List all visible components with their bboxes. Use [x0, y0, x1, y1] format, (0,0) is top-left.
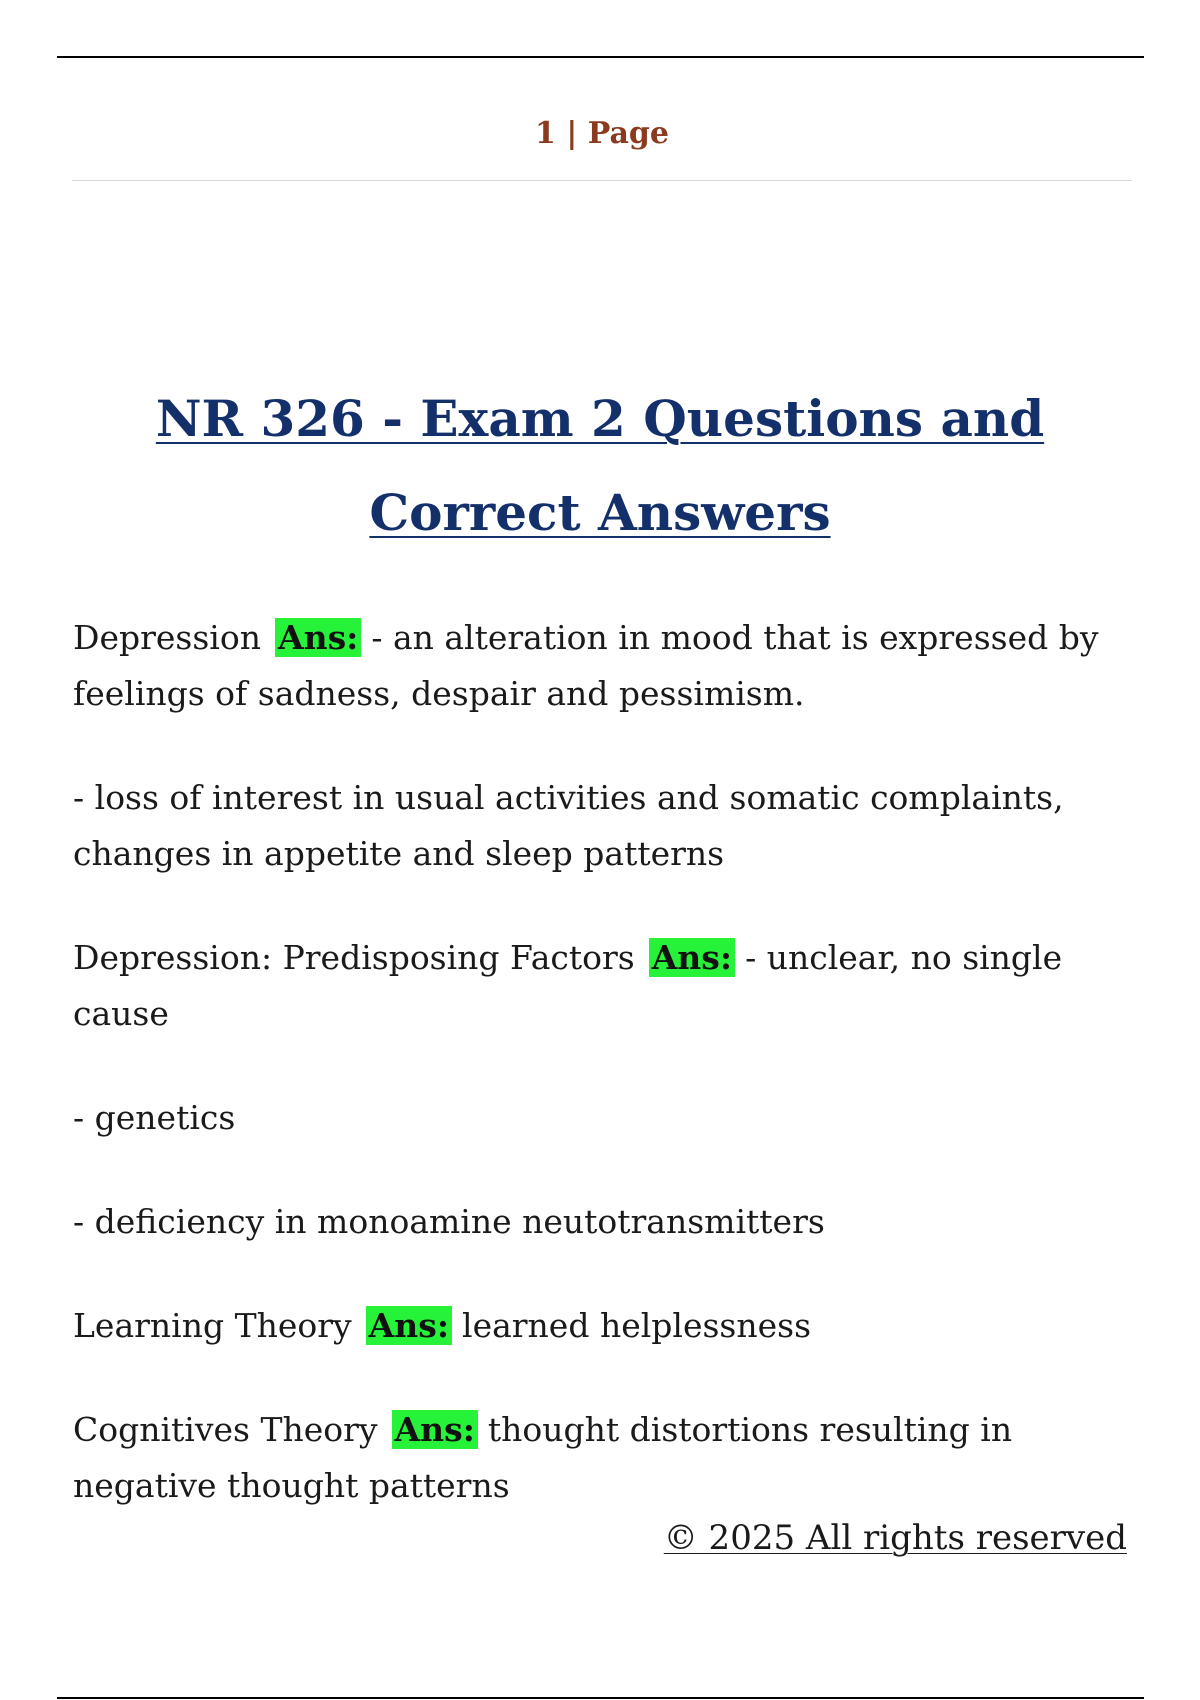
qa-answer: - an alteration in mood that is expressed by feelings of sadness, despair and pessimism.	[73, 618, 1099, 713]
bottom-border-rule	[57, 1697, 1144, 1699]
qa-detail-depression: - loss of interest in usual activities and somatic complaints, changes in appetite and sleep patterns	[73, 778, 1064, 873]
copyright-notice: © 2025 All rights reserved	[663, 1518, 1127, 1558]
answer-marker: Ans:	[392, 1410, 478, 1449]
qa-entry-learning-theory	[73, 1298, 1133, 1354]
qa-term: Depression	[73, 618, 261, 657]
document-title	[90, 372, 1110, 560]
qa-content	[73, 610, 1133, 1562]
answer-marker: Ans:	[366, 1306, 452, 1345]
qa-term: Depression: Predisposing Factors	[73, 938, 635, 977]
qa-term: Learning Theory	[73, 1306, 352, 1345]
qa-entry-depression	[73, 610, 1133, 722]
header-divider	[72, 180, 1132, 181]
page-number-header: 1 | Page	[535, 116, 669, 151]
document-title-text: NR 326 - Exam 2 Questions and Correct Answers	[155, 389, 1045, 542]
qa-answer: thought distortions resulting in negative thought patterns	[73, 1410, 1013, 1505]
qa-answer: - unclear, no single cause	[73, 938, 1063, 1033]
qa-entry-predisposing-factors	[73, 930, 1133, 1042]
answer-marker: Ans:	[275, 618, 361, 657]
answer-marker: Ans:	[649, 938, 735, 977]
qa-detail-monoamine: - deficiency in monoamine neutotransmitters	[73, 1202, 825, 1241]
top-border-rule	[57, 56, 1144, 58]
qa-answer: learned helplessness	[462, 1306, 812, 1345]
qa-entry-cognitive-theory	[73, 1402, 1133, 1514]
qa-detail-genetics: - genetics	[73, 1098, 236, 1137]
qa-term: Cognitives Theory	[73, 1410, 378, 1449]
